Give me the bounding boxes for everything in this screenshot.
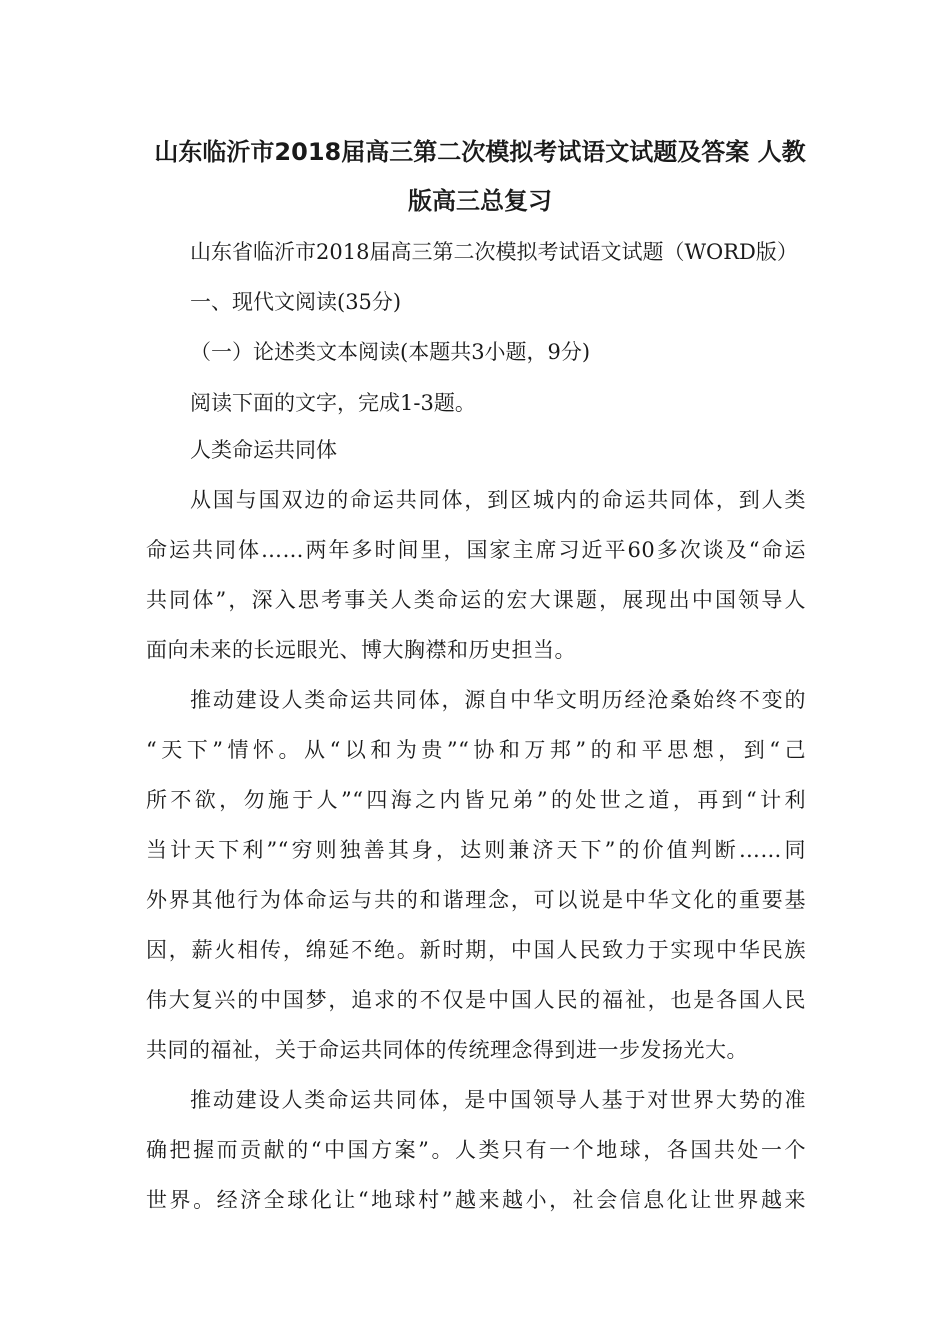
paragraph-3-line: 世界。经济全球化让“地球村”越来越小，社会信息化让世界越来	[146, 1188, 806, 1212]
paragraph-3-line: 推动建设人类命运共同体，是中国领导人基于对世界大势的准	[190, 1088, 806, 1112]
paragraph-2-line: 伟大复兴的中国梦，追求的不仅是中国人民的福祉，也是各国人民	[146, 988, 806, 1012]
paragraph-1-line: 从国与国双边的命运共同体，到区城内的命运共同体，到人类	[190, 488, 806, 512]
paragraph-2-line: 所不欲，勿施于人”“四海之内皆兄弟”的处世之道，再到“计利	[146, 788, 806, 812]
subsection-heading: （一）论述类文本阅读(本题共3小题，9分)	[190, 340, 591, 364]
paragraph-1-line: 共同体”，深入思考事关人类命运的宏大课题，展现出中国领导人	[146, 588, 806, 612]
section-heading: 一、现代文阅读(35分)	[190, 290, 402, 314]
doc-subtitle: 山东省临沂市2018届高三第二次模拟考试语文试题（WORD版）	[190, 240, 798, 264]
paragraph-2-line: 推动建设人类命运共同体，源自中华文明历经沧桑始终不变的	[190, 688, 806, 712]
instruction-text: 阅读下面的文字，完成1-3题。	[190, 391, 476, 415]
paragraph-2-line: “天下”情怀。从“以和为贵”“协和万邦”的和平思想，到“己	[146, 738, 806, 762]
doc-title-line-1: 山东临沂市2018届高三第二次模拟考试语文试题及答案 人教	[154, 138, 806, 166]
doc-title-line-2: 版高三总复习	[408, 187, 552, 215]
article-title: 人类命运共同体	[190, 438, 337, 462]
paragraph-2-line: 当计天下利”“穷则独善其身，达则兼济天下”的价值判断……同	[146, 838, 806, 862]
paragraph-2-line: 因，薪火相传，绵延不绝。新时期，中国人民致力于实现中华民族	[146, 938, 806, 962]
paragraph-2-line: 共同的福祉，关于命运共同体的传统理念得到进一步发扬光大。	[146, 1038, 748, 1062]
paragraph-3-line: 确把握而贡献的“中国方案”。人类只有一个地球，各国共处一个	[146, 1138, 806, 1162]
paragraph-1-line: 命运共同体……两年多时间里，国家主席习近平60多次谈及“命运	[146, 538, 806, 562]
paragraph-1-line: 面向未来的长远眼光、博大胸襟和历史担当。	[146, 638, 576, 662]
paragraph-2-line: 外界其他行为体命运与共的和谐理念，可以说是中华文化的重要基	[146, 888, 806, 912]
